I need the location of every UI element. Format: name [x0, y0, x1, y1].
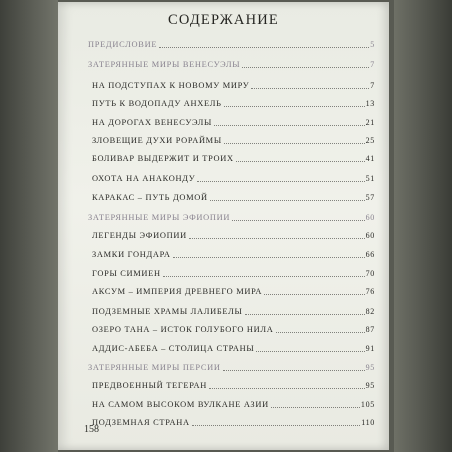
toc-entry-title: КАРАКАС – ПУТЬ ДОМОЙ — [92, 193, 208, 202]
toc-dot-leader — [245, 314, 365, 315]
toc-entry-title: НА ДОРОГАХ ВЕНЕСУЭЛЫ — [92, 118, 213, 127]
toc-entry-page: 87 — [365, 325, 375, 334]
toc-entry-title: ЗАТЕРЯННЫЕ МИРЫ ЭФИОПИИ — [88, 213, 231, 222]
toc-entry — [92, 263, 375, 279]
book-page — [58, 2, 389, 450]
toc-entry-page: 60 — [365, 231, 375, 240]
toc-entry-page: 60 — [365, 213, 375, 222]
toc-entry-page: 66 — [365, 250, 375, 259]
toc-entry-page: 91 — [365, 344, 375, 353]
toc-entry-page: 105 — [360, 400, 375, 409]
toc-dot-leader — [214, 125, 365, 126]
toc-entry-title: ГОРЫ СИМИЕН — [92, 269, 161, 278]
toc-entry-title: ПРЕДВОЕННЫЙ ТЕГЕРАН — [92, 381, 207, 390]
toc-dot-leader — [242, 67, 369, 68]
toc-entry — [92, 225, 375, 241]
toc-entry — [92, 75, 375, 91]
toc-entry-title: ОЗЕРО ТАНА – ИСТОК ГОЛУБОГО НИЛА — [92, 325, 274, 334]
toc-entry-page: 7 — [370, 81, 375, 90]
toc-dot-leader — [224, 106, 365, 107]
toc-entry-title: ЗАТЕРЯННЫЕ МИРЫ ПЕРСИИ — [88, 363, 221, 372]
toc-dot-leader — [232, 220, 364, 221]
toc-dot-leader — [159, 47, 369, 48]
toc-dot-leader — [276, 332, 365, 333]
toc-entry — [88, 357, 375, 373]
toc-entry-page: 51 — [365, 174, 375, 183]
toc-dot-leader — [256, 351, 364, 352]
toc-dot-leader — [163, 276, 365, 277]
toc-entry-title: АКСУМ – ИМПЕРИЯ ДРЕВНЕГО МИРА — [92, 287, 263, 296]
toc-entry-page: 110 — [361, 418, 375, 427]
toc-entry-title: НА ПОДСТУПАХ К НОВОМУ МИРУ — [92, 81, 250, 90]
toc-entry — [92, 412, 375, 428]
toc-dot-leader — [197, 181, 364, 182]
toc-entry-page: 70 — [365, 269, 375, 278]
toc-entry — [92, 130, 375, 146]
toc-entry — [88, 34, 375, 50]
toc-entry-page: 5 — [370, 40, 375, 49]
toc-entry — [92, 338, 375, 354]
toc-entry-page: 7 — [370, 60, 375, 69]
toc-entry-title: ПОДЗЕМНЫЕ ХРАМЫ ЛАЛИБЕЛЫ — [92, 307, 243, 316]
toc-entry-title: АДДИС-АБЕБА – СТОЛИЦА СТРАНЫ — [92, 344, 255, 353]
toc-dot-leader — [224, 143, 365, 144]
toc-entry-title: ЛЕГЕНДЫ ЭФИОПИИ — [92, 231, 187, 240]
page-number: 158 — [84, 424, 99, 435]
toc-entry-page: 13 — [365, 99, 375, 108]
toc-dot-leader — [223, 370, 365, 371]
toc-entry-page: 57 — [365, 193, 375, 202]
book-binding-left — [0, 0, 58, 452]
table-of-contents — [58, 2, 389, 450]
toc-entry-title: ЗАМКИ ГОНДАРА — [92, 250, 171, 259]
toc-entry — [92, 319, 375, 335]
toc-entry-page: 76 — [365, 287, 375, 296]
toc-entry-title: НА САМОМ ВЫСОКОМ ВУЛКАНЕ АЗИИ — [92, 400, 269, 409]
toc-dot-leader — [251, 88, 369, 89]
toc-dot-leader — [271, 407, 360, 408]
toc-dot-leader — [264, 294, 364, 295]
toc-entry — [92, 244, 375, 260]
toc-entry-page: 41 — [365, 154, 375, 163]
toc-dot-leader — [189, 238, 365, 239]
toc-entry — [92, 281, 375, 297]
toc-entry-title: ЗАТЕРЯННЫЕ МИРЫ ВЕНЕСУЭЛЫ — [88, 60, 241, 69]
toc-entry — [92, 148, 375, 164]
toc-entry — [92, 187, 375, 203]
toc-dot-leader — [210, 200, 365, 201]
book-cover-edge-right — [394, 0, 452, 452]
toc-entry — [88, 54, 375, 70]
toc-dot-leader — [173, 257, 365, 258]
toc-dot-leader — [192, 425, 360, 426]
toc-entry-page: 25 — [365, 136, 375, 145]
toc-entry — [92, 168, 375, 184]
toc-entry — [92, 301, 375, 317]
toc-entry — [92, 394, 375, 410]
toc-entry — [92, 93, 375, 109]
toc-entry — [88, 207, 375, 223]
page-title: СОДЕРЖАНИЕ — [168, 12, 279, 28]
toc-entry-title: ПОДЗЕМНАЯ СТРАНА — [92, 418, 190, 427]
toc-entry-page: 95 — [365, 381, 375, 390]
toc-entry-title: ОХОТА НА АНАКОНДУ — [92, 174, 196, 183]
toc-entry-title: ЗЛОВЕЩИЕ ДУХИ РОРАЙМЫ — [92, 136, 222, 145]
toc-dot-leader — [209, 388, 365, 389]
toc-entry — [92, 112, 375, 128]
toc-dot-leader — [236, 161, 365, 162]
toc-entry-title: ПУТЬ К ВОДОПАДУ АНХЕЛЬ — [92, 99, 222, 108]
toc-entry-page: 82 — [365, 307, 375, 316]
toc-entry-page: 21 — [365, 118, 375, 127]
toc-entry-title: ПРЕДИСЛОВИЕ — [88, 40, 158, 49]
toc-entry-title: БОЛИВАР ВЫДЕРЖИТ И ТРОИХ — [92, 154, 234, 163]
toc-entry — [92, 375, 375, 391]
toc-entry-page: 95 — [365, 363, 375, 372]
